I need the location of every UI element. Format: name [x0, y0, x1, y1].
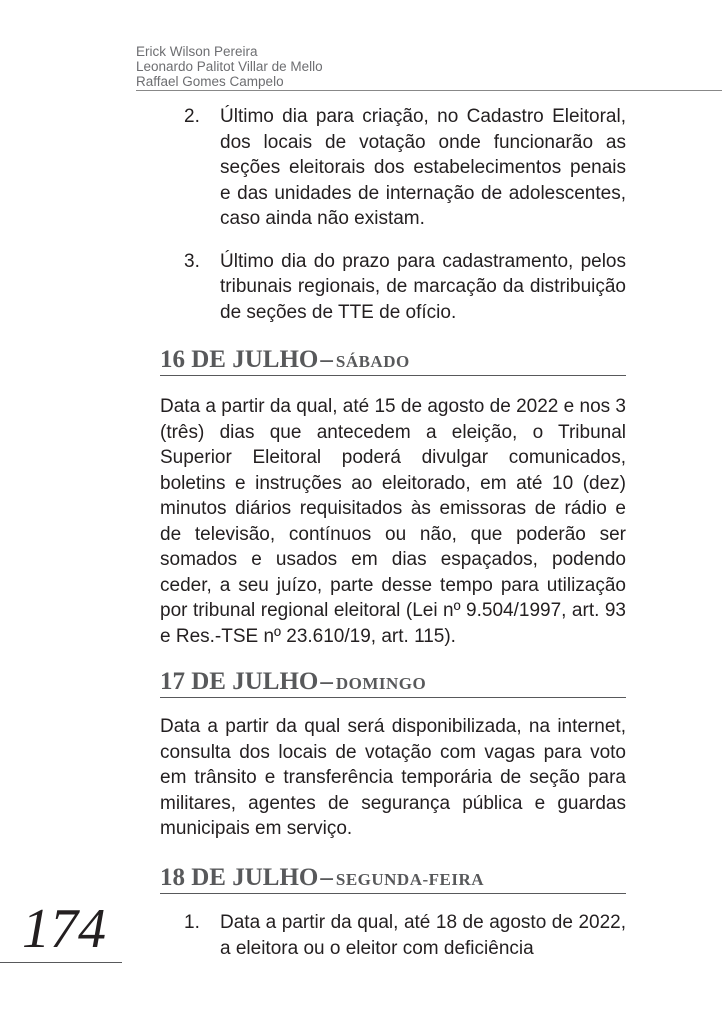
section-weekday: DOMINGO [335, 674, 427, 693]
page-number: 174 [22, 898, 106, 960]
section-weekday: SÁBADO [335, 352, 410, 371]
section-dash: – [320, 668, 333, 695]
section-body [160, 714, 626, 842]
numbered-list [160, 910, 626, 961]
section-heading [160, 864, 626, 894]
section-paragraph: Data a partir da qual, até 15 de agosto de 2022 e nos 3 (três) dias que antecedem a eleição, o Tribunal Superior Eleitoral poderá divulgar comunicados, boletins e instruções ao eleitorado, em até 10 (dez) minutos diários requisitados às emissoras de rádio e de televisão, contínuos ou não, que poderão ser somados e usados em dias espaçados, podendo ceder, a seu juízo, parte desse tempo para utilização por tribunal regional eleitoral (Lei nº 9.504/1997, art. 93 e Res.-TSE nº 23.610/19, art. 115). [160, 396, 626, 647]
section-date: 16 DE JULHO [160, 346, 319, 373]
list-item-text: Data a partir da qual, até 18 de agosto de 2022, a eleitora ou o eleitor com deficiência [220, 912, 626, 959]
section-dash: – [320, 864, 333, 891]
running-header [136, 44, 323, 89]
section-date: 17 DE JULHO [160, 668, 319, 695]
list-item-text: Último dia para criação, no Cadastro Eleitoral, dos locais de votação onde funcionarão as seções eleitorais dos estabelecimentos penais e das unidades de internação de adolescentes, caso ainda não existam. [220, 106, 626, 229]
author-name: Raffael Gomes Campelo [136, 74, 284, 89]
list-item [160, 910, 626, 961]
list-item-number: 1. [184, 912, 200, 933]
section-weekday: SEGUNDA-FEIRA [335, 870, 485, 889]
list-item-text: Último dia do prazo para cadastramento, pelos tribunais regionais, de marcação da distribuição de seções de TTE de ofício. [220, 250, 626, 323]
section-heading [160, 346, 626, 376]
list-item [160, 249, 626, 326]
page-number-rule [0, 962, 122, 963]
section-dash: – [320, 346, 333, 373]
header-rule [136, 90, 722, 91]
section-body [160, 394, 626, 649]
list-item-number: 2. [184, 106, 200, 127]
author-name: Leonardo Palitot Villar de Mello [136, 59, 323, 74]
list-item-number: 3. [184, 250, 200, 272]
numbered-list [160, 104, 626, 325]
section-heading [160, 668, 626, 698]
author-name: Erick Wilson Pereira [136, 44, 258, 59]
section-date: 18 DE JULHO [160, 864, 319, 891]
list-item [160, 104, 626, 232]
section-paragraph: Data a partir da qual será disponibilizada, na internet, consulta dos locais de votação com vagas para voto em trânsito e transferência temporária de seção para militares, agentes de segurança pública e guardas municipais em serviço. [160, 716, 626, 839]
